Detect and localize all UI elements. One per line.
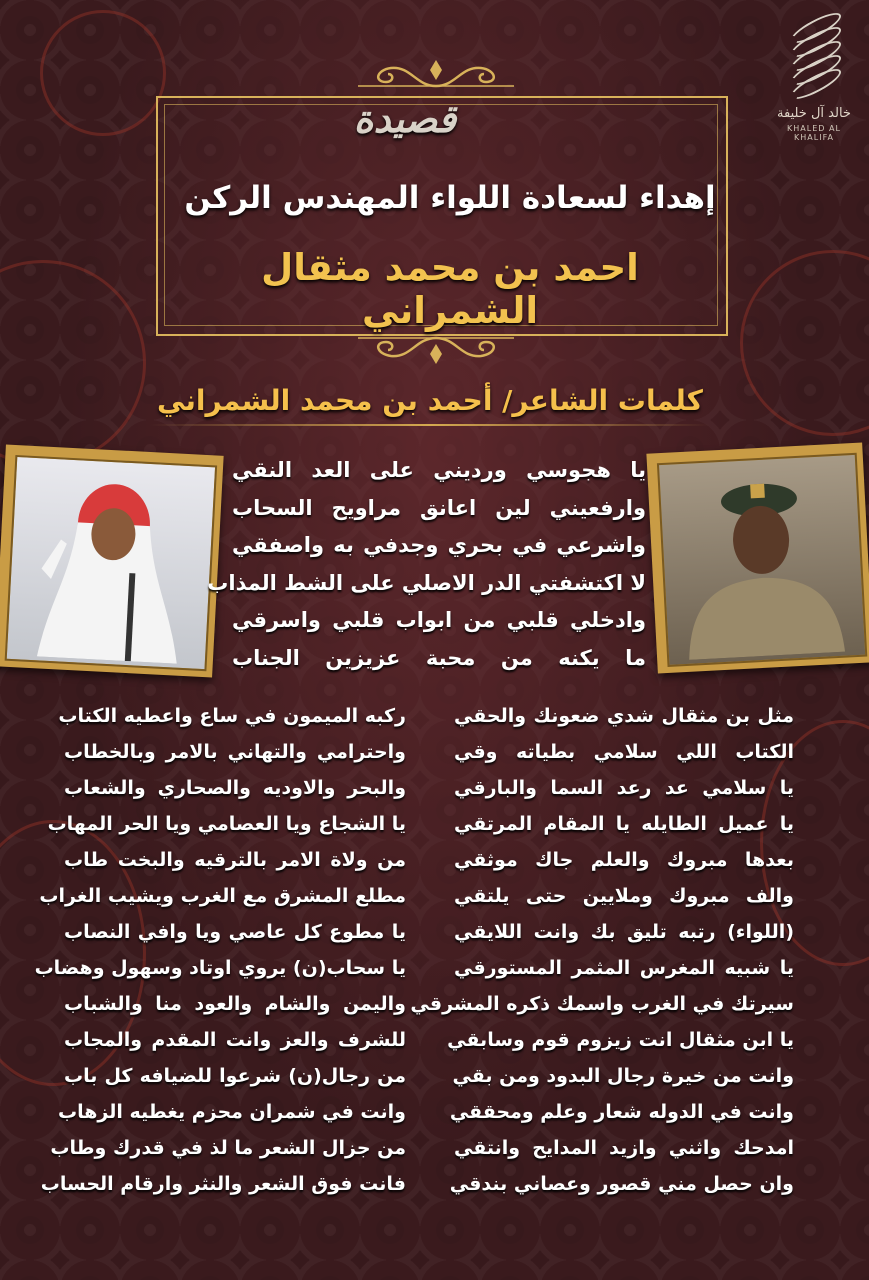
verse-line: يا سلامي عد رعد السما والبارقي bbox=[454, 777, 794, 799]
intro-verses bbox=[207, 452, 646, 680]
decor-swirl bbox=[0, 260, 146, 466]
verse-line: يا شبيه المغرس المثمر المستورقي bbox=[454, 957, 794, 979]
verse-line: يا ابن مثقال انت زيزوم قوم وسابقي bbox=[447, 1029, 794, 1051]
verse-line: يا مطوع كل عاصي ويا وافي النصاب bbox=[64, 921, 406, 943]
decor-swirl bbox=[40, 10, 166, 136]
verse-line: يا عميل الطايله يا المقام المرتقي bbox=[454, 813, 794, 835]
verse-line: فانت فوق الشعر والنثر وارقام الحساب bbox=[40, 1173, 406, 1195]
verse-line: ما يكنه من محبة عزيزين الجناب bbox=[232, 645, 646, 670]
verse-line: يا سحاب(ن) يروي اوتاد وسهول وهضاب bbox=[34, 957, 406, 979]
poem-title: قصيدة bbox=[353, 96, 457, 141]
general-photo-image bbox=[657, 453, 867, 667]
person-silhouette-icon bbox=[659, 455, 865, 661]
verse-line: للشرف والعز وانت المقدم والمجاب bbox=[64, 1029, 406, 1051]
credit-divider bbox=[150, 424, 710, 426]
verses-right-column bbox=[410, 698, 794, 1238]
person-silhouette-icon bbox=[7, 457, 215, 665]
verse-line: وان حصل مني قصور وعصاني بندقي bbox=[449, 1173, 794, 1195]
logo-latin-name: KHALED AL KHALIFA bbox=[787, 124, 841, 142]
verse-line: وارفعيني لين اعانق مراويح السحاب bbox=[232, 495, 646, 520]
poet-photo bbox=[0, 444, 224, 677]
verse-line: سيرتك في الغرب واسمك ذكره المشرقي bbox=[410, 993, 794, 1015]
verse-line: لا اكتشفتي الدر الاصلي على الشط المذاب bbox=[207, 570, 646, 595]
verse-line: واشرعي في بحري وجدفي به واصفقي bbox=[232, 533, 646, 557]
verse-line: من رجال(ن) شرعوا للضيافه كل باب bbox=[64, 1065, 406, 1087]
verse-line: وادخلي قلبي من ابواب قلبي واسرقي bbox=[232, 608, 646, 632]
verse-line: (اللواء) رتبه تليق بك وانت اللايقي bbox=[454, 921, 794, 943]
verse-line: وانت في شمران محزم يغطيه الزهاب bbox=[58, 1101, 406, 1123]
brand-logo bbox=[774, 16, 854, 156]
verse-line: والف مبروك وملايين حتى يلتقي bbox=[454, 885, 794, 907]
verse-line: بعدها مبروك والعلم جاك موثقي bbox=[454, 849, 794, 871]
verse-line: يا الشجاع ويا العصامي ويا الحر المهاب bbox=[47, 813, 406, 835]
verse-line: يا هجوسي ورديني على العد النقي bbox=[232, 458, 646, 482]
verse-line: ركبه الميمون في ساع واعطيه الكتاب bbox=[58, 705, 406, 727]
flame-swirl-icon bbox=[788, 16, 840, 94]
top-ornament bbox=[356, 56, 516, 90]
decor-swirl bbox=[740, 250, 869, 436]
logo-arabic-name: خالد آل خليفة bbox=[777, 106, 851, 121]
poet-credit: كلمات الشاعر/ أحمد بن محمد الشمراني bbox=[157, 384, 703, 417]
verse-line: من ولاة الامر بالترقيه والبخت طاب bbox=[64, 849, 406, 871]
verse-line: مطلع المشرق مع الغرب ويشيب الغراب bbox=[39, 885, 406, 907]
verse-line: الكتاب اللي سلامي بطياته وقي bbox=[454, 741, 794, 763]
verse-line: واليمن والشام والعود منا والشباب bbox=[64, 993, 406, 1015]
verse-line: من جزال الشعر ما لذ في قدرك وطاب bbox=[50, 1137, 406, 1159]
bottom-ornament bbox=[356, 334, 516, 368]
verse-line: وانت من خيرة رجال البدود ومن بقي bbox=[452, 1065, 794, 1087]
verse-line: مثل بن مثقال شدي ضعونك والحقي bbox=[454, 705, 794, 727]
verse-line: امدحك واثني وازيد المدايح وانتقي bbox=[454, 1137, 794, 1159]
verses-left-column bbox=[34, 698, 406, 1238]
honoree-name: احمد بن محمد مثقال الشمراني bbox=[261, 246, 639, 332]
verse-line: وانت في الدوله شعار وعلم ومحققي bbox=[449, 1101, 794, 1123]
verse-line: والبحر والاوديه والصحاري والشعاب bbox=[64, 777, 406, 799]
poet-photo-image bbox=[5, 455, 218, 671]
dedication-line: إهداء لسعادة اللواء المهندس الركن bbox=[184, 180, 716, 216]
verse-line: واحترامي والتهاني بالامر وبالخطاب bbox=[64, 741, 406, 763]
general-photo bbox=[646, 442, 869, 673]
